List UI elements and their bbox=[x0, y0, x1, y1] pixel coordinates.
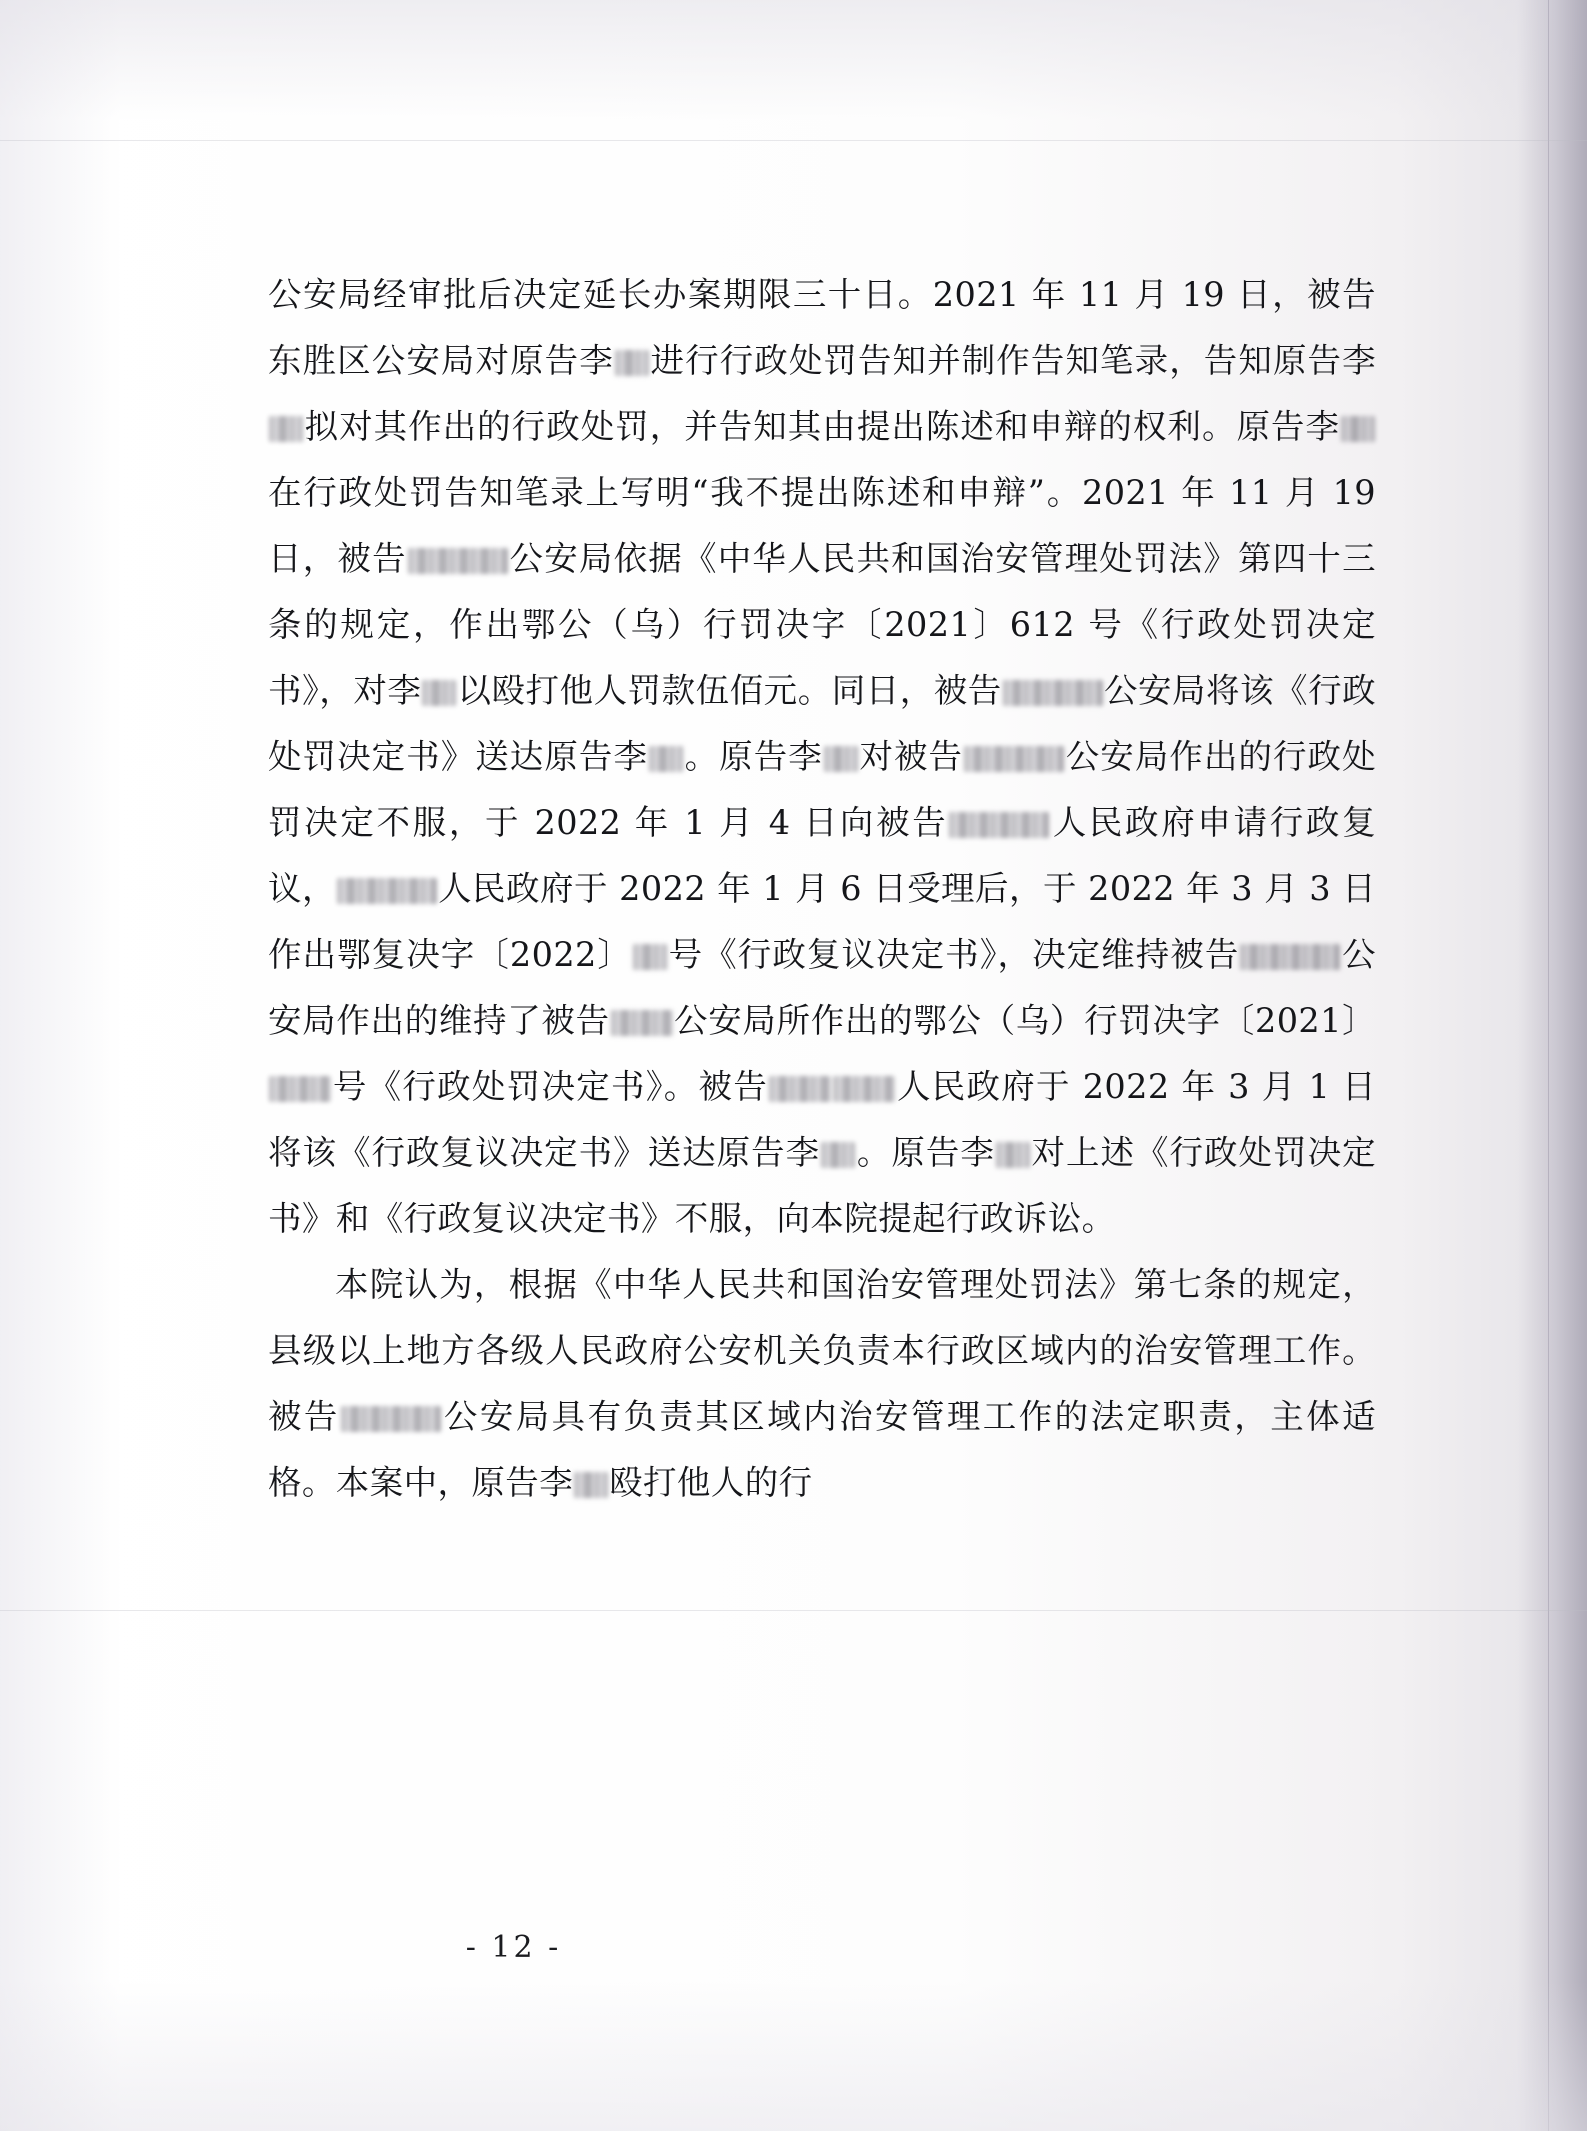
redacted-name bbox=[615, 350, 649, 376]
page-left-shadow bbox=[0, 0, 120, 2131]
page-number-label: - 12 - bbox=[465, 1930, 562, 1965]
redacted-name bbox=[996, 1142, 1030, 1168]
redacted-name bbox=[949, 812, 1049, 838]
page-footer bbox=[0, 1930, 1587, 1965]
redacted-name bbox=[611, 1010, 673, 1036]
page-edge-line bbox=[1548, 0, 1549, 2131]
para-court-opinion: 本院认为，根据《中华人民共和国治安管理处罚法》第七条的规定，县级以上地方各级人民政府公安机关负责本行政区域内的治安管理工作。被告 公安局具有负责其区域内治安管理工作的法定职责，主体适格。本案中，原告李 殴打他人的行 bbox=[268, 1265, 1376, 1502]
redacted-name bbox=[341, 1406, 441, 1432]
redacted-name bbox=[269, 1076, 331, 1102]
redacted-name bbox=[1240, 944, 1340, 970]
para-facts: 公安局经审批后决定延长办案期限三十日。2021 年 11 月 19 日，被告东胜区公安局对原告李 进行行政处罚告知并制作告知笔录，告知原告李拟对其作出的行政处罚，并告知其由提出陈述和申辩的权利。原告李在行政处罚告知笔录上写明“我不提出陈述和申辩”。2021 年 11 月 19 日，被告 公安局依据《中华人民共和国治安管理处罚法》第四十三条的规定，作出鄂公（乌）行罚决字〔2021〕612 号《行政处罚决定书》，对李 以殴打他人罚款伍佰元。同日，被告 公安局将该《行政处罚决定书》送达原告李 。原告李 对被告 公安局作出的行政处罚决定不服，于 2022 年 1 月 4 日向被告 人民政府申请行政复议， 人民政府于 2022 年 1 月 6 日受理后，于 2022 年 3 月 3 日作出鄂复决字〔2022〕 号《行政复议决定书》，决定维持被告 公安局作出的维持了被告 公安局所作出的鄂公（乌）行罚决字〔2021〕号《行政处罚决定书》。被告 人民政府于 2022 年 3 月 1 日将该《行政复议决定书》送达原告李 。原告李 对上述《行政处罚决定书》和《行政复议决定书》不服，向本院提起行政诉讼。 bbox=[268, 275, 1377, 1238]
redacted-name bbox=[422, 680, 456, 706]
redacted-name bbox=[964, 746, 1064, 772]
paragraph-container bbox=[268, 262, 1376, 1516]
page-top-shadow bbox=[0, 0, 1587, 120]
redacted-name bbox=[824, 746, 858, 772]
scan-streak bbox=[0, 140, 1587, 141]
redacted-name bbox=[574, 1472, 608, 1498]
redacted-name bbox=[821, 1142, 855, 1168]
redacted-name bbox=[269, 416, 303, 442]
redacted-name bbox=[633, 944, 667, 970]
scan-streak bbox=[0, 1610, 1587, 1611]
redacted-name bbox=[1341, 416, 1375, 442]
page-right-edge-shadow bbox=[1517, 0, 1587, 2131]
document-body bbox=[268, 262, 1376, 1516]
page-bottom-shadow bbox=[0, 1981, 1587, 2131]
redacted-name bbox=[1003, 680, 1103, 706]
redacted-name bbox=[408, 548, 508, 574]
redacted-name bbox=[833, 1076, 895, 1102]
redacted-name bbox=[337, 878, 437, 904]
redacted-name bbox=[769, 1076, 831, 1102]
redacted-name bbox=[649, 746, 683, 772]
